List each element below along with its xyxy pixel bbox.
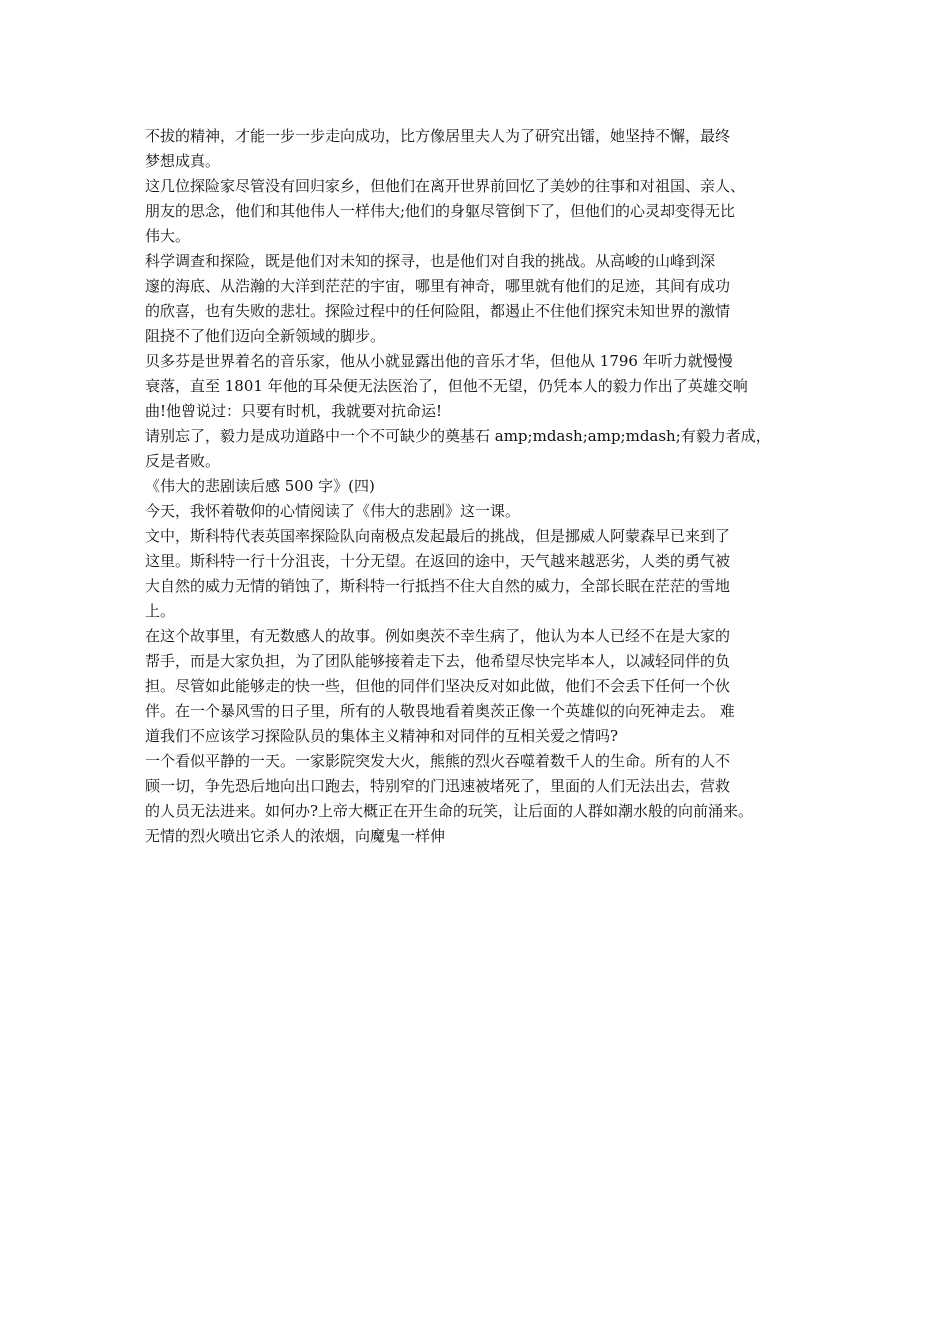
text-line: 担。尽管如此能够走的快一些，但他的同伴们坚决反对如此做，他们不会丢下任何一个伙 bbox=[145, 677, 731, 695]
text-line: 这几位探险家尽管没有回归家乡，但他们在离开世界前回忆了美妙的往事和对祖国、亲人、 bbox=[145, 177, 746, 195]
text-line: 邃的海底、从浩瀚的大洋到茫茫的宇宙，哪里有神奇，哪里就有他们的足迹，其间有成功 bbox=[145, 277, 731, 295]
text-line: 伴。在一个暴风雪的日子里，所有的人敬畏地看着奥茨正像一个英雄似的向死神走去。 难 bbox=[145, 702, 735, 720]
text-line: 上。 bbox=[145, 602, 176, 620]
text-line: 曲!他曾说过：只要有时机，我就要对抗命运! bbox=[145, 402, 443, 420]
text-line: 帮手，而是大家负担，为了团队能够接着走下去，他希望尽快完毕本人，以减轻同伴的负 bbox=[145, 652, 731, 670]
text-line: 伟大。 bbox=[145, 227, 191, 245]
text-line: 这里。斯科特一行十分沮丧，十分无望。在返回的途中，天气越来越恶劣，人类的勇气被 bbox=[145, 552, 731, 570]
text-line: 不拔的精神，才能一步一步走向成功，比方像居里夫人为了研究出镭，她坚持不懈，最终 bbox=[145, 127, 731, 145]
text-line: 的欣喜，也有失败的悲壮。探险过程中的任何险阻，都遏止不住他们探究未知世界的激情 bbox=[145, 302, 731, 320]
text-line: 大自然的威力无情的销蚀了，斯科特一行抵挡不住大自然的威力，全部长眠在茫茫的雪地 bbox=[145, 577, 731, 595]
text-line: 朋友的思念，他们和其他伟人一样伟大;他们的身躯尽管倒下了，但他们的心灵却变得无比 bbox=[145, 202, 736, 220]
text-line: 无情的烈火喷出它杀人的浓烟，向魔鬼一样伸 bbox=[145, 827, 446, 845]
text-line: 在这个故事里，有无数感人的故事。例如奥茨不幸生病了，他认为本人已经不在是大家的 bbox=[145, 627, 731, 645]
text-line: 梦想成真。 bbox=[145, 152, 221, 170]
text-line: 请别忘了，毅力是成功道路中一个不可缺少的奠基石 amp;mdash;amp;mdash;有毅力者成， bbox=[145, 427, 771, 445]
text-line: 衰落，直至 1801 年他的耳朵便无法医治了，但他不无望，仍凭本人的毅力作出了英雄交响 bbox=[145, 377, 748, 395]
text-line: 反是者败。 bbox=[145, 452, 221, 470]
text-line: 今天，我怀着敬仰的心情阅读了《伟大的悲剧》这一课。 bbox=[145, 502, 521, 520]
text-line: 阻挠不了他们迈向全新领域的脚步。 bbox=[145, 327, 386, 345]
text-line: 文中，斯科特代表英国率探险队向南极点发起最后的挑战，但是挪威人阿蒙森早已来到了 bbox=[145, 527, 731, 545]
section-heading: 《伟大的悲剧读后感 500 字》(四) bbox=[145, 477, 375, 495]
text-line: 道我们不应该学习探险队员的集体主义精神和对同伴的互相关爱之情吗? bbox=[145, 727, 619, 745]
document-body bbox=[145, 124, 825, 849]
text-line: 科学调查和探险，既是他们对未知的探寻，也是他们对自我的挑战。从高峻的山峰到深 bbox=[145, 252, 716, 270]
text-line: 顾一切，争先恐后地向出口跑去，特别窄的门迅速被堵死了，里面的人们无法出去，营救 bbox=[145, 777, 731, 795]
text-line: 一个看似平静的一天。一家影院突发大火，熊熊的烈火吞噬着数千人的生命。所有的人不 bbox=[145, 752, 731, 770]
text-line: 的人员无法进来。如何办?上帝大概正在开生命的玩笑，让后面的人群如潮水般的向前涌来。 bbox=[145, 802, 754, 820]
text-line: 贝多芬是世界着名的音乐家，他从小就显露出他的音乐才华，但他从 1796 年听力就慢慢 bbox=[145, 352, 733, 370]
